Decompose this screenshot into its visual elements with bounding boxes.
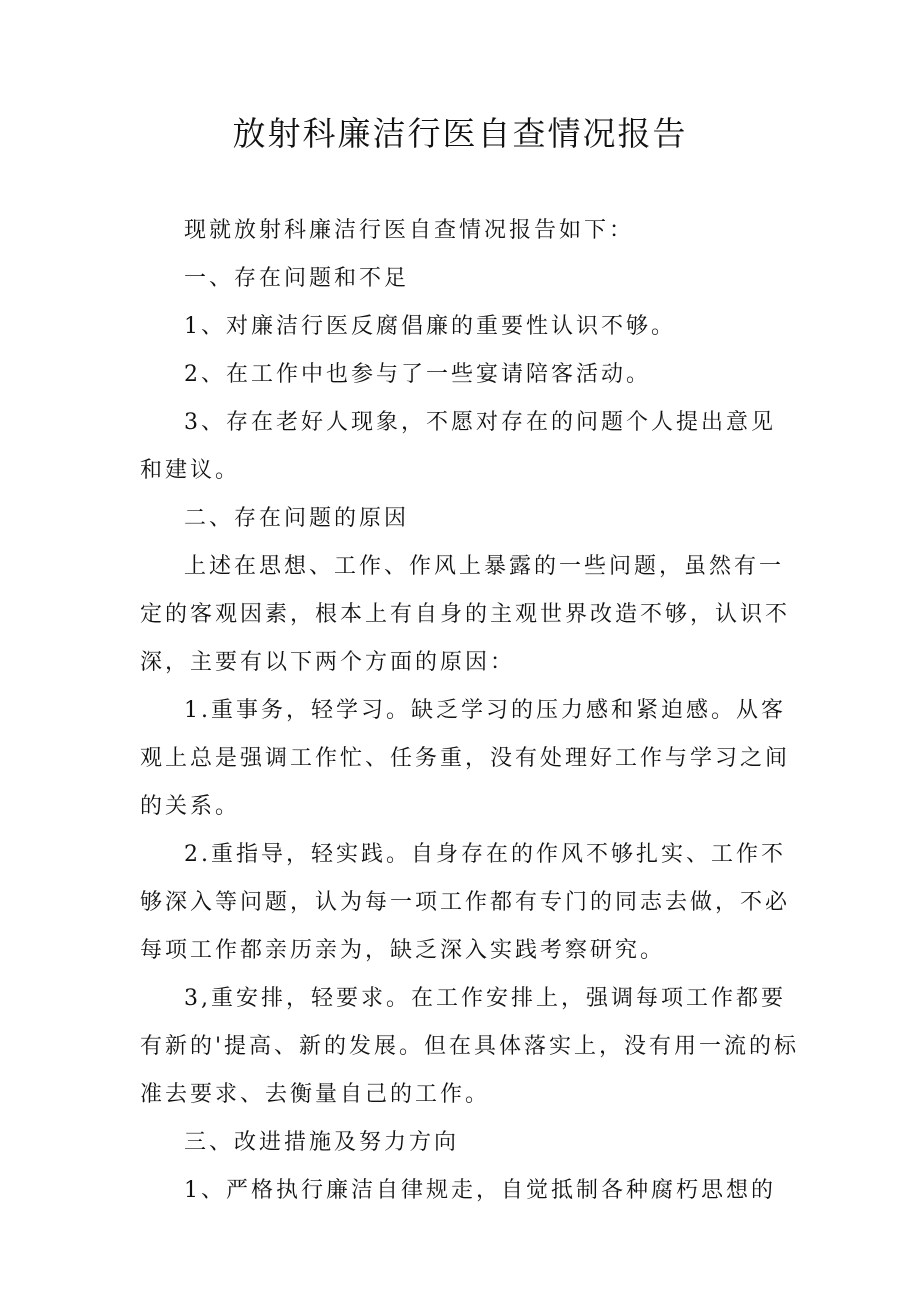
paragraph-cause-3: 3,重安排，轻要求。在工作安排上，强调每项工作都要有新的'提高、新的发展。但在具体落实上，没有用一流的标准去要求、去衡量自己的工作。 [140,986,800,1107]
paragraph-cause-2: 2.重指导，轻实践。自身存在的作风不够扎实、工作不够深入等问题，认为每一项工作都有专门的同志去做，不必每项工作都亲历亲为，缺乏深入实践考察研究。 [140,842,791,963]
paragraph-measure-1: 1、严格执行廉洁自律规走，自觉抵制各种腐朽思想的 [184,1178,776,1203]
document-title: 放射科廉洁行医自查情况报告 [232,114,688,153]
paragraph-issue-3: 3、存在老好人现象，不愿对存在的问题个人提出意见和建议。 [140,410,776,483]
heading-section-2: 二、存在问题的原因 [184,506,410,531]
heading-section-3: 三、改进措施及努力方向 [184,1130,460,1155]
paragraph-issue-1: 1、对廉洁行医反腐倡廉的重要性认识不够。 [184,314,676,339]
paragraph-issue-2: 2、在工作中也参与了一些宴请陪客活动。 [184,362,651,387]
document-body [140,207,800,1215]
paragraph-cause-1: 1.重事务，轻学习。缺乏学习的压力感和紧迫感。从客观上总是强调工作忙、任务重，没有处理好工作与学习之间的关系。 [140,698,791,819]
paragraph-intro: 现就放射科廉洁行医自查情况报告如下： [184,218,635,243]
paragraph-causes-intro: 上述在思想、工作、作风上暴露的一些问题，虽然有一定的客观因素，根本上有自身的主观世界改造不够，认识不深，主要有以下两个方面的原因： [140,554,791,675]
heading-section-1: 一、存在问题和不足 [184,266,410,291]
